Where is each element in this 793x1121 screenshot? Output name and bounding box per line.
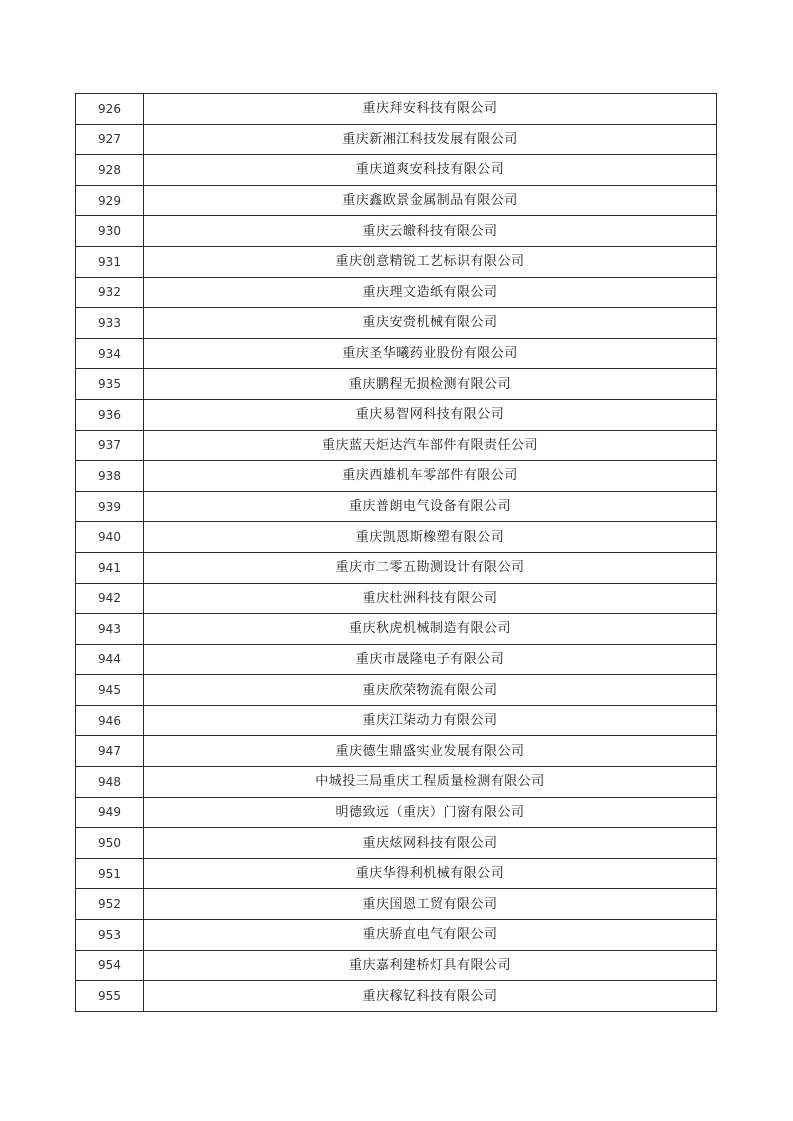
row-number: 933 <box>76 308 144 339</box>
row-number: 950 <box>76 828 144 859</box>
table-row <box>76 308 717 339</box>
company-name: 重庆拜安科技有限公司 <box>144 94 717 125</box>
company-name: 重庆凯恩斯橡塑有限公司 <box>144 522 717 553</box>
row-number: 945 <box>76 675 144 706</box>
company-name: 重庆市二零五勘测设计有限公司 <box>144 552 717 583</box>
row-number: 944 <box>76 644 144 675</box>
row-number: 947 <box>76 736 144 767</box>
row-number: 927 <box>76 124 144 155</box>
company-name: 重庆新湘江科技发展有限公司 <box>144 124 717 155</box>
table-row <box>76 461 717 492</box>
table-row <box>76 338 717 369</box>
row-number: 949 <box>76 797 144 828</box>
company-name: 重庆安赍机械有限公司 <box>144 308 717 339</box>
row-number: 952 <box>76 889 144 920</box>
company-name: 重庆杜洲科技有限公司 <box>144 583 717 614</box>
row-number: 946 <box>76 705 144 736</box>
row-number: 941 <box>76 552 144 583</box>
company-name: 重庆鑫欧景金属制品有限公司 <box>144 185 717 216</box>
company-name: 中城投三局重庆工程质量检测有限公司 <box>144 767 717 798</box>
table-row <box>76 644 717 675</box>
table-row <box>76 185 717 216</box>
table-row <box>76 94 717 125</box>
row-number: 940 <box>76 522 144 553</box>
row-number: 939 <box>76 491 144 522</box>
table-row <box>76 767 717 798</box>
row-number: 932 <box>76 277 144 308</box>
company-name: 重庆普朗电气设备有限公司 <box>144 491 717 522</box>
table-row <box>76 675 717 706</box>
row-number: 953 <box>76 920 144 951</box>
row-number: 943 <box>76 614 144 645</box>
table-row <box>76 369 717 400</box>
table-row <box>76 246 717 277</box>
row-number: 942 <box>76 583 144 614</box>
company-name: 重庆道爽安科技有限公司 <box>144 155 717 186</box>
company-name: 重庆云皦科技有限公司 <box>144 216 717 247</box>
table-row <box>76 736 717 767</box>
row-number: 928 <box>76 155 144 186</box>
row-number: 929 <box>76 185 144 216</box>
company-list-table <box>75 93 717 1012</box>
row-number: 954 <box>76 950 144 981</box>
row-number: 926 <box>76 94 144 125</box>
table-row <box>76 277 717 308</box>
company-name: 重庆炫网科技有限公司 <box>144 828 717 859</box>
row-number: 934 <box>76 338 144 369</box>
table-row <box>76 399 717 430</box>
table-row <box>76 614 717 645</box>
table-row <box>76 797 717 828</box>
company-name: 重庆西雄机车零部件有限公司 <box>144 461 717 492</box>
table-row <box>76 705 717 736</box>
company-name: 重庆江柒动力有限公司 <box>144 705 717 736</box>
row-number: 935 <box>76 369 144 400</box>
table-row <box>76 216 717 247</box>
table-row <box>76 124 717 155</box>
row-number: 936 <box>76 399 144 430</box>
row-number: 938 <box>76 461 144 492</box>
table-row <box>76 950 717 981</box>
company-list-body <box>76 94 717 1012</box>
row-number: 948 <box>76 767 144 798</box>
row-number: 937 <box>76 430 144 461</box>
row-number: 930 <box>76 216 144 247</box>
table-row <box>76 430 717 461</box>
company-name: 重庆创意精锐工艺标识有限公司 <box>144 246 717 277</box>
table-row <box>76 552 717 583</box>
company-name: 重庆嘉利建桥灯具有限公司 <box>144 950 717 981</box>
table-row <box>76 858 717 889</box>
company-name: 重庆圣华曦药业股份有限公司 <box>144 338 717 369</box>
company-name: 重庆易智网科技有限公司 <box>144 399 717 430</box>
table-row <box>76 889 717 920</box>
company-name: 重庆稼钇科技有限公司 <box>144 981 717 1012</box>
table-row <box>76 920 717 951</box>
company-name: 重庆秋虎机械制造有限公司 <box>144 614 717 645</box>
company-name: 重庆理文造纸有限公司 <box>144 277 717 308</box>
company-name: 重庆鹏程无损检测有限公司 <box>144 369 717 400</box>
table-row <box>76 155 717 186</box>
table-row <box>76 522 717 553</box>
table-row <box>76 981 717 1012</box>
table-row <box>76 491 717 522</box>
company-name: 重庆蓝天炬达汽车部件有限责任公司 <box>144 430 717 461</box>
company-name: 重庆华得利机械有限公司 <box>144 858 717 889</box>
row-number: 955 <box>76 981 144 1012</box>
company-name: 重庆欣荣物流有限公司 <box>144 675 717 706</box>
company-name: 重庆市晟隆电子有限公司 <box>144 644 717 675</box>
row-number: 951 <box>76 858 144 889</box>
company-name: 重庆国恩工贸有限公司 <box>144 889 717 920</box>
company-name: 重庆骄直电气有限公司 <box>144 920 717 951</box>
row-number: 931 <box>76 246 144 277</box>
table-row <box>76 583 717 614</box>
table-row <box>76 828 717 859</box>
company-name: 明德致远（重庆）门窗有限公司 <box>144 797 717 828</box>
company-name: 重庆德生鼎盛实业发展有限公司 <box>144 736 717 767</box>
